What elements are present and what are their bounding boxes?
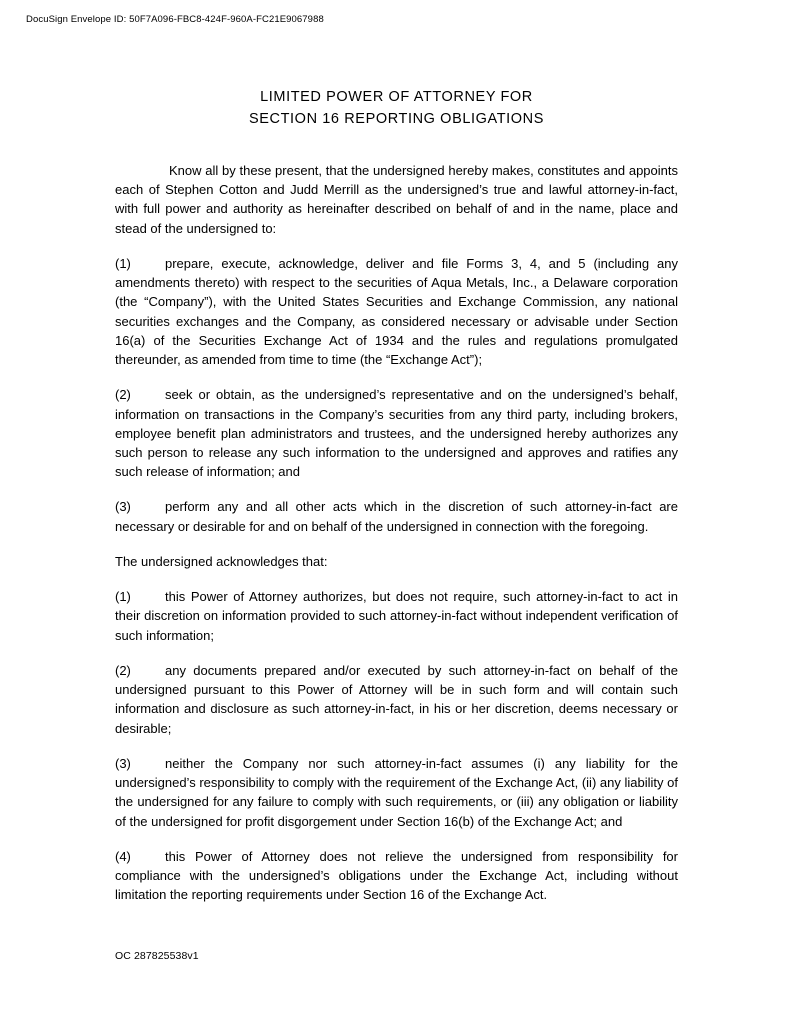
clause-3-label: (3) xyxy=(115,499,131,515)
acknowledgement-3 xyxy=(115,754,678,831)
docusign-envelope-id: DocuSign Envelope ID: 50F7A096-FBC8-424F-960A-FC21E9067988 xyxy=(26,14,324,25)
acknowledgement-3-text: neither the Company nor such attorney-in-fact assumes (i) any liability for the undersigned’s responsibility to comply with the requirement of the Exchange Act, (ii) any liability of the undersigned for any failure to comply with such requirements, or (iii) any obligation or liability of the undersigned for profit disgorgement under Section 16(b) of the Exchange Act; and xyxy=(115,755,678,829)
document-title xyxy=(115,86,678,131)
clause-2 xyxy=(115,385,678,481)
document-content xyxy=(115,86,678,920)
clause-1 xyxy=(115,254,678,369)
clause-2-label: (2) xyxy=(115,387,131,403)
document-footer-code: OC 287825538v1 xyxy=(115,950,199,962)
acknowledges-lead-in: The undersigned acknowledges that: xyxy=(115,553,328,569)
acknowledgement-1 xyxy=(115,587,678,645)
acknowledgement-2-label: (2) xyxy=(115,662,131,678)
intro-paragraph xyxy=(115,161,678,238)
acknowledgement-1-label: (1) xyxy=(115,589,131,605)
title-line-1: LIMITED POWER OF ATTORNEY FOR xyxy=(260,89,533,105)
acknowledgement-1-text: this Power of Attorney authorizes, but does not require, such attorney-in-fact to act in their discretion on information provided to such attorney-in-fact without independent verification of such information; xyxy=(115,589,678,643)
clause-2-text: seek or obtain, as the undersigned’s representative and on the undersigned’s behalf, information on transactions in the Company’s securities from any third party, including brokers, employee benefit plan administrators and trustees, and the undersigned hereby authorizes any such person to release any such information to the undersigned and approves and ratifies any such release of information; and xyxy=(115,387,678,480)
clause-3 xyxy=(115,497,678,535)
acknowledgement-4-label: (4) xyxy=(115,848,131,864)
acknowledgement-4-text: this Power of Attorney does not relieve the undersigned from responsibility for compliance with the undersigned’s obligations under the Exchange Act, including without limitation the reporting requirements under Section 16 of the Exchange Act. xyxy=(115,848,678,903)
acknowledgement-2-text: any documents prepared and/or executed by such attorney-in-fact on behalf of the undersigned pursuant to this Power of Attorney will be in such form and will contain such information and disclosure as such attorney-in-fact, in his or her discretion, deems necessary or desirable; xyxy=(115,662,678,736)
title-line-2: SECTION 16 REPORTING OBLIGATIONS xyxy=(248,111,545,128)
clause-1-text: prepare, execute, acknowledge, deliver and file Forms 3, 4, and 5 (including any amendments thereto) with respect to the securities of Aqua Metals, Inc., a Delaware corporation (the “Company”), with the United States Securities and Exchange Commission, any national securities exchanges and the Company, as considered necessary or advisable under Section 16(a) of the Securities Exchange Act of 1934 and the rules and regulations promulgated thereunder, as amended from time to time (the “Exchange Act”); xyxy=(115,255,678,368)
acknowledgement-3-label: (3) xyxy=(115,755,131,771)
intro-text: Know all by these present, that the undersigned hereby makes, constitutes and appoints each of Stephen Cotton and Judd Merrill as the undersigned’s true and lawful attorney-in-fact, with full power and authority as hereinafter described on behalf of and in the name, place and stead of the undersigned to: xyxy=(115,162,678,236)
acknowledgement-2 xyxy=(115,661,678,738)
clause-1-label: (1) xyxy=(115,255,131,271)
clause-3-text: perform any and all other acts which in the discretion of such attorney-in-fact are necessary or desirable for and on behalf of the undersigned in connection with the foregoing. xyxy=(115,499,678,534)
acknowledgement-4 xyxy=(115,847,678,905)
